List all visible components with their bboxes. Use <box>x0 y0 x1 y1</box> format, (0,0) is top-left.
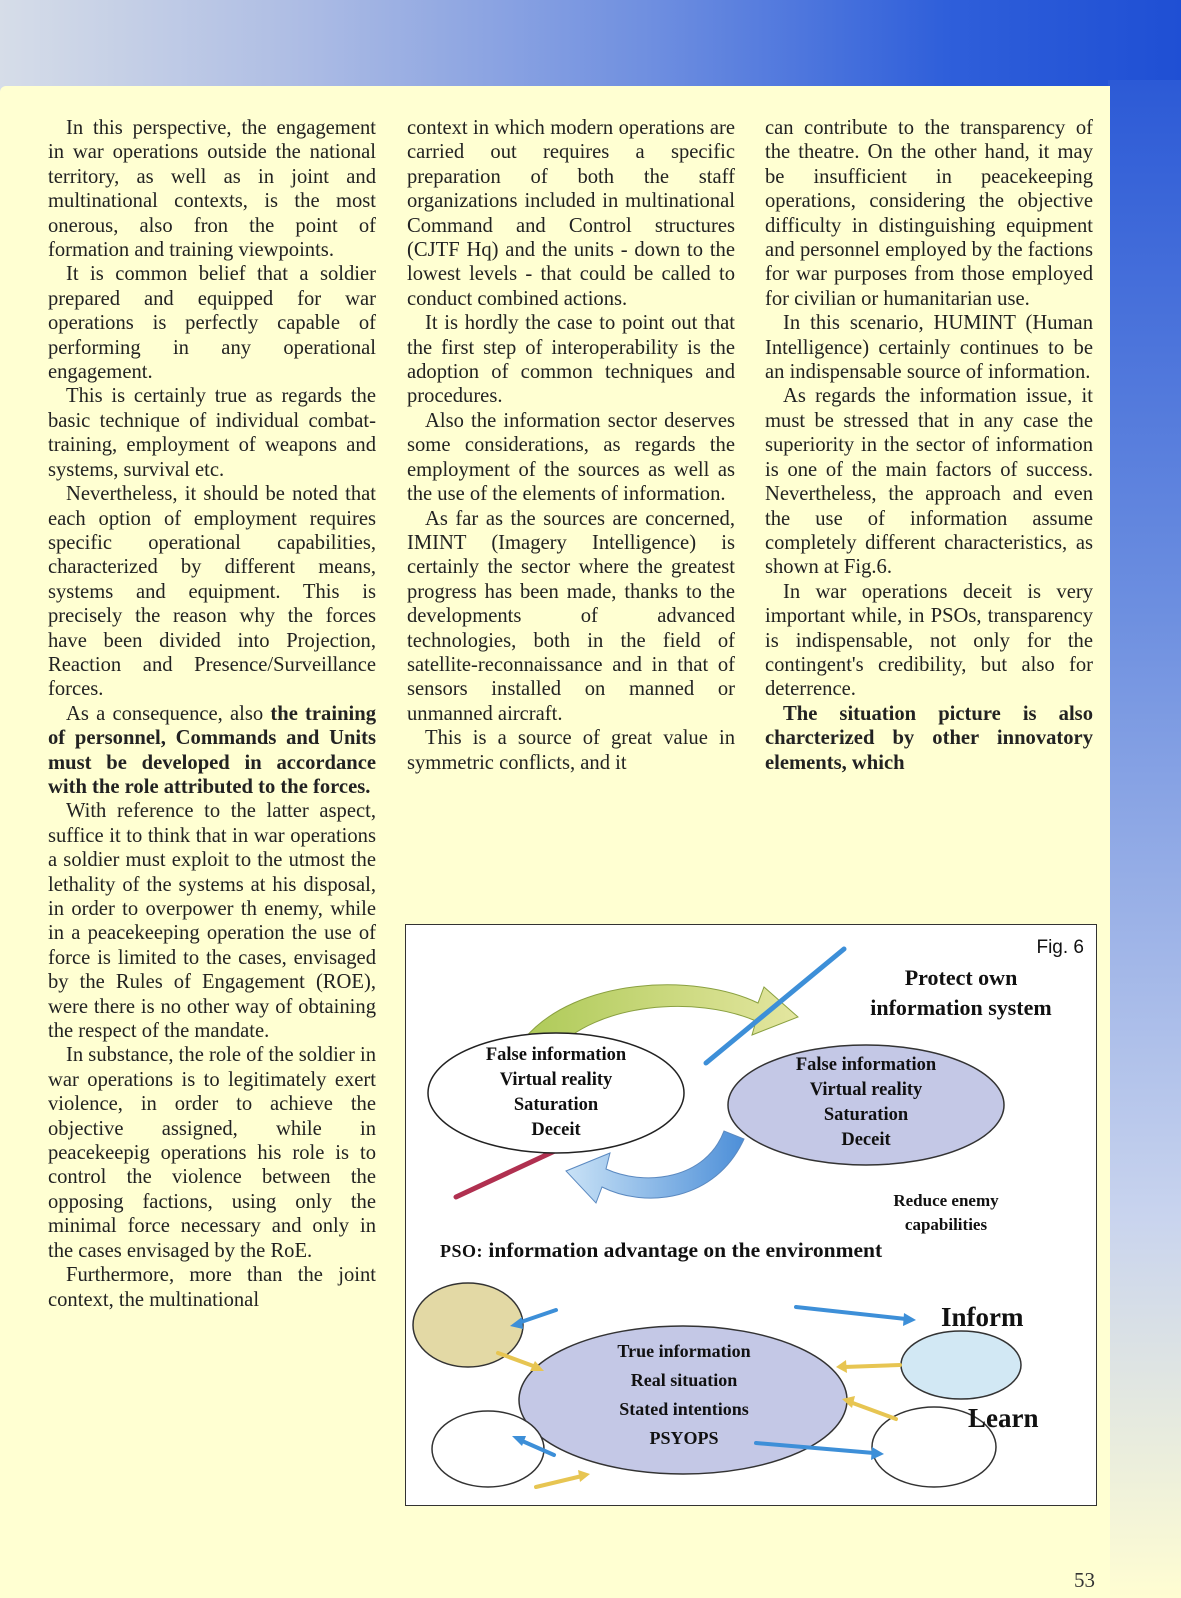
paragraph: As regards the information issue, it must be stressed that in any case the superiority in the sector of information is one of the main factors of success. Nevertheless, the approach and even the use of information assume completely different characteristics, as shown at Fig.6. <box>765 385 1093 579</box>
situation-bold: The situation picture is also charcterized by other innovatory elements, which <box>765 702 1093 774</box>
right-edge-band <box>1108 80 1181 1598</box>
paragraph: It is common belief that a soldier prepared and equipped for war operations is perfectly capable of performing in any operational engagement. <box>48 263 376 384</box>
ellipse-line: Stated intentions <box>619 1399 749 1419</box>
ellipse-line: False information <box>795 1055 937 1075</box>
right-ellipse-text <box>756 1053 976 1153</box>
paragraph: This is certainly true as regards the basic technique of individual combat-training, employment of weapons and systems, survival etc. <box>48 385 376 481</box>
figure-6 <box>405 924 1097 1506</box>
paragraph: In war operations deceit is very important while, in PSOs, transparency is indispensable, not only for the contingent's credibility, but also for deterrence. <box>765 580 1093 701</box>
ellipse-line: False information <box>485 1045 627 1065</box>
paragraph-continued: can contribute to the transparency of the theatre. On the other hand, it may be insufficient in peacekeeping operations, considering the objective difficulty in distinguishing equipment and personnel employed by the factions for war purposes from those employed for civilian or humanitarian use. <box>765 117 1093 310</box>
paragraph: This is a source of great value in symmetric conflicts, and it <box>407 727 735 774</box>
text-column-2 <box>407 116 735 775</box>
ellipse-line: PSYOPS <box>649 1428 719 1448</box>
paragraph: Also the information sector deserves some considerations, as regards the employment of the sources as well as the use of the elements of information. <box>407 409 735 506</box>
center-ellipse-text <box>574 1337 794 1453</box>
paragraph-bold <box>765 702 1093 775</box>
reduce-line: Reduce enemy <box>893 1191 999 1210</box>
pso-text: information advantage on the environment <box>488 1238 883 1262</box>
reduce-line: capabilities <box>904 1215 988 1234</box>
paragraph: With reference to the latter aspect, suffice it to think that in war operations a soldier must exploit to the utmost the lethality of the systems at his disposal, in order to overpower th enemy, while in a peacekeeping operation the use of force is limited to the cases, envisaged by the Rules of Engagement (ROE), were there is no other way of obtaining the respect of the mandate. <box>48 800 376 1043</box>
consequence-bold: the training of personnel, Commands and Units must be developed in accordance with the role attributed to the forces. <box>48 702 376 798</box>
ellipse-line: Saturation <box>513 1095 599 1115</box>
ellipse-line: Real situation <box>630 1370 738 1390</box>
figure-title-line: information system <box>870 995 1052 1020</box>
light-blue-ellipse <box>901 1331 1021 1399</box>
paragraph: In this perspective, the engagement in war operations outside the national territory, as well as in joint and multinational contexts, is the most onerous, also fron the point of formation and training viewpoints. <box>48 117 376 262</box>
inform-label: Inform <box>941 1302 1024 1332</box>
paragraph: Nevertheless, it should be noted that each option of employment requires specific operational capabilities, characterized by different means, systems and equipment. This is precisely the reason why the forces have been divided into Projection, Reaction and Presence/Surveillance forces. <box>48 483 376 701</box>
ellipse-line: Virtual reality <box>809 1080 923 1100</box>
pso-prefix: PSO: <box>440 1241 484 1261</box>
figure-title <box>846 963 1076 1023</box>
figure-title-line: Protect own <box>904 965 1018 990</box>
ellipse-line: Deceit <box>531 1120 581 1140</box>
figure-label: Fig. 6 <box>1036 937 1084 958</box>
text-column-1 <box>48 116 376 1312</box>
top-banner <box>0 0 1181 95</box>
learn-label: Learn <box>968 1403 1039 1433</box>
ellipse-line: Saturation <box>823 1105 909 1125</box>
paragraph-consequence <box>48 702 376 800</box>
paragraph: Furthermore, more than the joint context, the multinational <box>48 1264 376 1311</box>
paragraph: In this scenario, HUMINT (Human Intelligence) certainly continues to be an indispensable source of information. <box>765 312 1093 384</box>
paragraph: It is hordly the case to point out that the first step of interoperability is the adoption of common techniques and procedures. <box>407 312 735 408</box>
consequence-lead: As a consequence, also <box>66 702 271 725</box>
pso-heading <box>440 1238 882 1263</box>
ellipse-line: Deceit <box>841 1130 891 1150</box>
ellipse-line: True information <box>617 1341 751 1361</box>
reduce-enemy-label <box>856 1189 1036 1237</box>
paragraph-continued: context in which modern operations are carried out requires a specific preparation of both the staff organizations included in multinational Command and Control structures (CJTF Hq) and the units - down to the lowest levels - that could be called to conduct combined actions. <box>407 117 735 310</box>
white-ellipse-bottom-left <box>432 1411 544 1487</box>
left-ellipse-text <box>446 1043 666 1143</box>
ellipse-line: Virtual reality <box>499 1070 613 1090</box>
page-number: 53 <box>1074 1568 1095 1592</box>
text-column-3 <box>765 116 1093 775</box>
paragraph: As far as the sources are concerned, IMINT (Imagery Intelligence) is certainly the sector where the greatest progress has been made, thanks to the developments of advanced technologies, both in the field of satellite-reconnaissance and in that of sensors installed on manned or unmanned aircraft. <box>407 507 735 725</box>
paragraph: In substance, the role of the soldier in war operations is to legitimately exert violence, in order to achieve the objective assigned, while in peacekeepig operations his role is to control the violence between the opposing factions, using only the minimal force necessary and only in the cases envisaged by the RoE. <box>48 1044 376 1262</box>
